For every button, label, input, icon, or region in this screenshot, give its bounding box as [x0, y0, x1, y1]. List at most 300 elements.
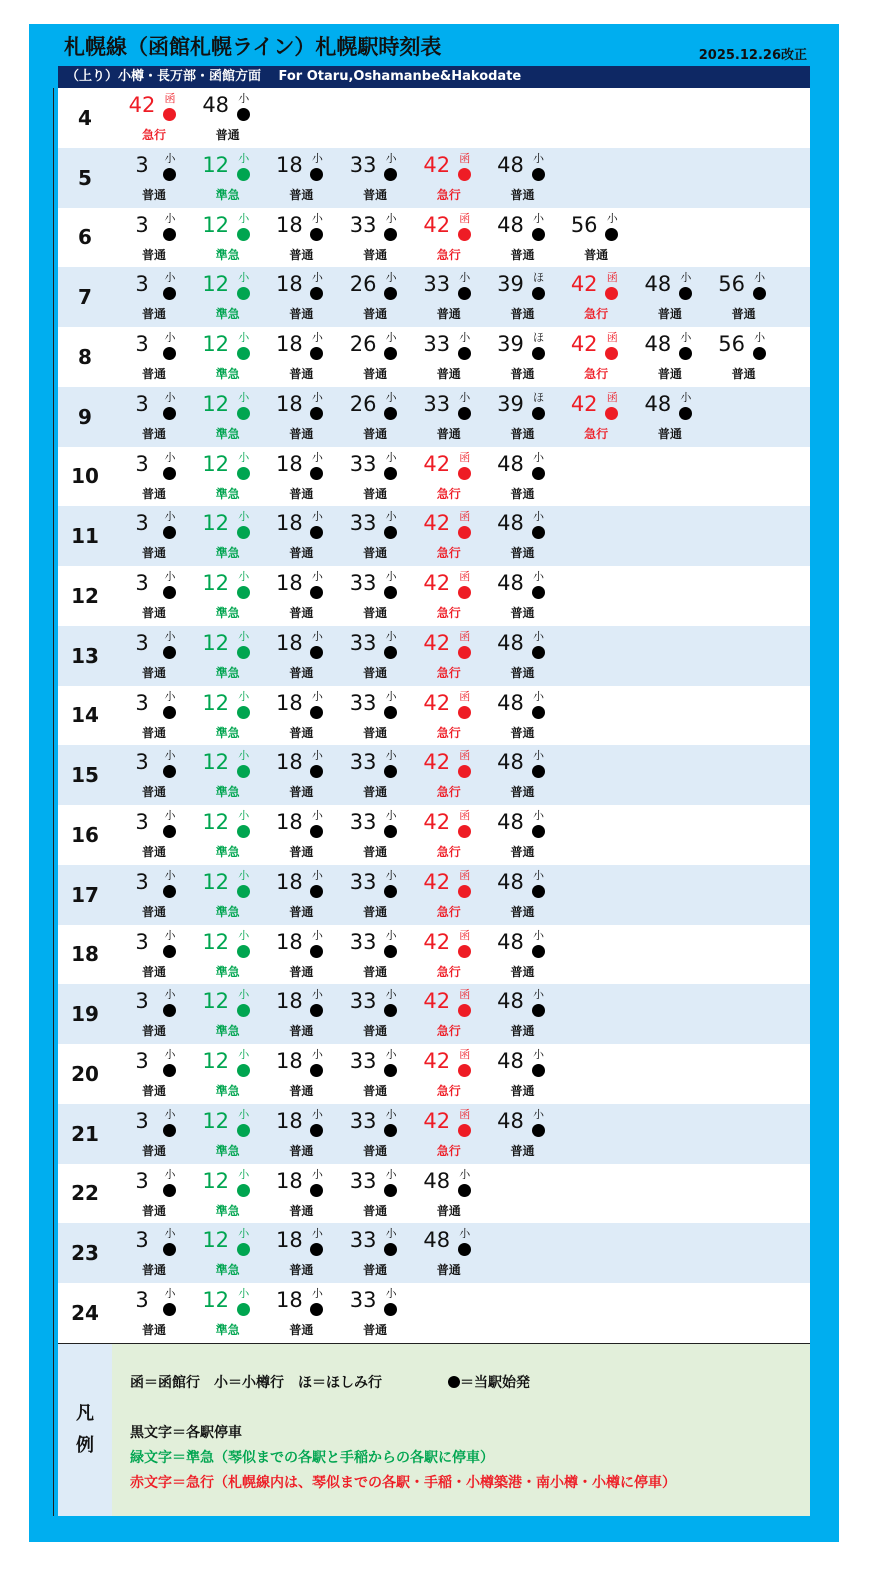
legend-local: 黒文字＝各駅停車	[130, 1425, 242, 1441]
departure	[413, 208, 487, 267]
departure-minute: 26	[349, 272, 377, 297]
train-type: 普通	[289, 187, 314, 202]
departure	[118, 208, 192, 267]
departure-minute: 48	[497, 869, 524, 894]
origin-dot-icon	[532, 646, 545, 659]
train-type: 普通	[510, 1024, 535, 1039]
departure-minute: 12	[202, 869, 230, 894]
destination-mark: 小	[311, 809, 323, 822]
hour-label: 11	[71, 524, 99, 549]
destination-mark: 小	[164, 1107, 176, 1121]
departure	[339, 566, 413, 625]
departure	[413, 1044, 487, 1103]
departure-minute: 18	[276, 929, 303, 954]
origin-dot-icon	[458, 885, 471, 898]
origin-dot-icon	[384, 945, 397, 958]
origin-dot-icon	[310, 347, 323, 360]
origin-dot-icon	[753, 347, 766, 360]
departure-minute: 48	[497, 750, 524, 775]
departure-minute: 18	[276, 1108, 303, 1133]
departure-minute: 33	[349, 1288, 377, 1312]
departure	[413, 865, 487, 924]
departure	[413, 447, 487, 506]
destination-mark: 小	[385, 629, 397, 643]
train-type: 準急	[215, 486, 240, 501]
departure-minute: 12	[202, 989, 230, 1014]
destination-mark: 小	[459, 331, 471, 344]
origin-dot-icon	[458, 228, 471, 241]
hour-label: 8	[78, 344, 92, 369]
train-type: 普通	[141, 1024, 166, 1039]
train-type: 準急	[215, 307, 240, 322]
destination-mark: 小	[385, 510, 397, 524]
destination-mark: 小	[164, 570, 176, 583]
origin-dot-icon	[532, 467, 545, 480]
destination-mark: 小	[311, 629, 323, 643]
destination-mark: 小	[311, 390, 323, 404]
train-type: 普通	[289, 307, 314, 322]
departure-minute: 26	[349, 391, 377, 416]
departure	[339, 745, 413, 804]
departure-minute: 12	[202, 451, 230, 476]
origin-dot-icon	[532, 706, 545, 719]
departure	[192, 925, 266, 984]
departure	[413, 148, 487, 207]
destination-mark: 小	[680, 271, 692, 285]
origin-dot-icon	[384, 347, 397, 360]
train-type: 普通	[363, 187, 388, 202]
origin-dot-icon	[532, 347, 545, 360]
destination-mark: 小	[238, 331, 250, 344]
destination-mark: 小	[164, 450, 176, 464]
origin-dot-icon	[310, 1243, 323, 1256]
origin-dot-icon	[237, 765, 250, 778]
train-type: 普通	[510, 367, 535, 381]
train-type: 普通	[289, 785, 314, 800]
departure-minute: 42	[423, 511, 451, 536]
destination-mark: 小	[385, 211, 397, 225]
departure-minute: 33	[349, 571, 377, 595]
train-type: 普通	[510, 725, 535, 740]
destination-mark: 小	[533, 928, 544, 942]
timetable	[58, 88, 810, 1344]
departure	[560, 208, 634, 267]
train-type: 普通	[731, 367, 756, 381]
departure	[413, 925, 487, 984]
departure	[265, 865, 339, 924]
departure	[118, 925, 192, 984]
destination-mark: 小	[238, 151, 250, 165]
train-type: 普通	[436, 1263, 461, 1278]
hour-row-9	[58, 387, 810, 447]
destination-mark: 小	[385, 988, 397, 1002]
origin-dot-icon	[163, 586, 176, 599]
destination-mark: 小	[238, 1167, 250, 1181]
departure-minute: 48	[497, 212, 524, 237]
origin-dot-icon	[310, 945, 323, 958]
departure	[118, 1104, 192, 1163]
departure	[265, 447, 339, 506]
train-type: 急行	[436, 785, 461, 800]
origin-dot-icon	[310, 706, 323, 719]
destination-mark: 小	[385, 689, 397, 703]
origin-dot-icon	[679, 407, 692, 420]
departure-minute: 3	[135, 1288, 149, 1312]
origin-dot-icon	[458, 586, 471, 599]
train-type: 普通	[510, 307, 535, 322]
departure	[339, 148, 413, 207]
destination-mark: 小	[238, 510, 250, 524]
train-type: 普通	[510, 964, 535, 979]
origin-dot-icon	[310, 765, 323, 778]
origin-dot-icon	[532, 407, 545, 420]
train-type: 普通	[363, 247, 388, 262]
train-type: 普通	[363, 1143, 388, 1158]
origin-dot-icon	[532, 945, 545, 958]
destination-mark: 小	[238, 1107, 250, 1121]
train-type: 普通	[215, 128, 240, 142]
train-type: 普通	[657, 307, 682, 322]
origin-dot-icon	[605, 287, 618, 300]
departure	[560, 267, 634, 326]
departure	[265, 267, 339, 326]
train-type: 普通	[363, 725, 388, 740]
departure-minute: 48	[202, 93, 230, 117]
origin-dot-icon	[163, 407, 176, 420]
train-type: 普通	[657, 426, 682, 441]
departure-minute: 18	[276, 630, 303, 655]
origin-dot-icon	[458, 1004, 471, 1017]
destination-mark: 小	[164, 331, 176, 344]
train-type: 準急	[215, 665, 240, 680]
hour-row-8	[58, 327, 810, 387]
departure-minute: 3	[135, 630, 149, 655]
hour-label: 18	[71, 942, 99, 967]
train-type: 普通	[363, 307, 388, 322]
hour-row-12	[58, 566, 810, 626]
departure	[192, 327, 266, 386]
destination-mark: 小	[311, 510, 323, 524]
departure-minute: 33	[349, 630, 377, 655]
train-type: 普通	[510, 486, 535, 501]
departure-minute: 33	[349, 929, 377, 954]
departure	[265, 1223, 339, 1282]
train-type: 準急	[215, 606, 240, 620]
departure-minute: 48	[423, 1228, 451, 1253]
destination-mark: 小	[238, 928, 250, 942]
hour-row-10	[58, 447, 810, 507]
destination-mark: 小	[385, 809, 397, 822]
departure-minute: 26	[349, 332, 377, 356]
train-type: 普通	[363, 426, 388, 441]
origin-dot-icon	[237, 1004, 250, 1017]
destination-mark: 函	[459, 1048, 471, 1061]
origin-dot-icon	[384, 825, 397, 838]
departure	[118, 387, 192, 446]
departure	[192, 267, 266, 326]
departure	[192, 447, 266, 506]
departure	[118, 447, 192, 506]
departure	[118, 1283, 192, 1342]
departure-minute: 3	[135, 332, 149, 356]
origin-dot-icon	[310, 1184, 323, 1197]
origin-dot-icon	[384, 1184, 397, 1197]
departure-minute: 42	[423, 810, 451, 834]
origin-dot-icon	[605, 407, 618, 420]
train-type: 普通	[436, 426, 461, 441]
origin-dot-icon	[237, 646, 250, 659]
origin-dot-icon	[532, 885, 545, 898]
origin-dot-icon	[532, 1064, 545, 1077]
departure-minute: 3	[135, 391, 149, 416]
destination-mark: 函	[459, 809, 471, 822]
departure-minute: 12	[202, 929, 230, 954]
departure-minute: 48	[497, 1049, 524, 1073]
departure	[118, 267, 192, 326]
hour-row-23	[58, 1223, 810, 1283]
hour-row-14	[58, 686, 810, 746]
departure	[413, 984, 487, 1043]
departure	[118, 1044, 192, 1103]
origin-dot-icon	[310, 1124, 323, 1137]
destination-mark: 小	[311, 331, 323, 344]
destination-mark: 小	[533, 809, 544, 822]
train-type: 普通	[289, 486, 314, 501]
origin-dot-icon	[458, 945, 471, 958]
origin-dot-icon	[532, 765, 545, 778]
departure-minute: 48	[644, 272, 672, 297]
train-type: 急行	[584, 367, 609, 381]
departure	[192, 566, 266, 625]
hour-label: 14	[71, 703, 99, 728]
train-type: 急行	[436, 187, 461, 202]
train-type: 普通	[289, 904, 314, 919]
departure-minute: 12	[202, 571, 230, 595]
train-type: 普通	[141, 606, 166, 620]
destination-mark: 函	[459, 749, 471, 763]
destination-mark: 小	[385, 749, 397, 763]
departure-minute: 33	[349, 1049, 377, 1073]
origin-dot-icon	[163, 1004, 176, 1017]
departure-minute: 18	[276, 152, 303, 177]
destination-mark: 函	[459, 151, 471, 165]
departure	[339, 506, 413, 565]
train-type: 準急	[215, 1323, 240, 1337]
hour-label: 7	[78, 285, 92, 310]
departure	[339, 984, 413, 1043]
departure	[487, 506, 561, 565]
destination-mark: 函	[459, 928, 471, 942]
departure	[265, 925, 339, 984]
origin-dot-icon	[237, 885, 250, 898]
departure	[413, 686, 487, 745]
train-type: 普通	[510, 665, 535, 680]
destination-mark: ほ	[533, 390, 544, 404]
departure	[487, 447, 561, 506]
origin-dot-icon	[310, 1004, 323, 1017]
departure-minute: 42	[423, 1049, 451, 1073]
destination-mark: 小	[238, 271, 250, 285]
destination-mark: 小	[385, 1227, 397, 1241]
hour-column-divider	[53, 88, 54, 1516]
departure	[413, 1223, 487, 1282]
destination-mark: 小	[385, 331, 397, 344]
train-type: 急行	[436, 665, 461, 680]
train-type: 急行	[436, 1024, 461, 1039]
departure-minute: 48	[423, 1168, 451, 1193]
origin-dot-icon	[163, 1303, 176, 1316]
train-type: 準急	[215, 247, 240, 262]
train-type: 普通	[141, 725, 166, 740]
train-type: 普通	[141, 665, 166, 680]
train-type: 準急	[215, 1143, 240, 1158]
departure-minute: 42	[128, 93, 156, 117]
train-type: 普通	[289, 426, 314, 441]
origin-dot-icon	[163, 287, 176, 300]
origin-dot-icon	[679, 287, 692, 300]
departure-minute: 12	[202, 1108, 230, 1133]
origin-dot-icon	[384, 765, 397, 778]
origin-dot-icon	[310, 168, 323, 181]
destination-mark: 小	[754, 331, 766, 344]
train-type: 普通	[584, 247, 609, 262]
departure	[192, 387, 266, 446]
departure-minute: 33	[349, 869, 377, 894]
destination-mark: 小	[311, 450, 323, 464]
train-type: 急行	[584, 426, 609, 441]
train-type: 普通	[141, 904, 166, 919]
destination-mark: 小	[533, 988, 544, 1002]
departure-minute: 48	[497, 451, 524, 476]
departure-minute: 33	[349, 810, 377, 834]
train-type: 普通	[141, 426, 166, 441]
train-type: 普通	[363, 486, 388, 501]
train-type: 急行	[436, 486, 461, 501]
destination-mark: 小	[680, 390, 692, 404]
departure-minute: 42	[570, 272, 598, 297]
destination-mark: 小	[533, 629, 544, 643]
train-type: 急行	[436, 1084, 461, 1098]
destination-mark: 函	[164, 92, 176, 105]
train-type: 普通	[289, 1203, 314, 1218]
origin-dot-icon	[384, 1004, 397, 1017]
destination-mark: 小	[680, 331, 692, 344]
destination-mark: 小	[238, 92, 250, 105]
destination-mark: 小	[311, 570, 323, 583]
departure	[339, 1164, 413, 1223]
departure	[487, 626, 561, 685]
destination-mark: 函	[459, 868, 471, 882]
origin-dot-icon	[458, 765, 471, 778]
destination-mark: 小	[164, 928, 176, 942]
train-type: 普通	[363, 964, 388, 979]
departure-minute: 12	[202, 391, 230, 416]
destination-mark: 小	[385, 928, 397, 942]
departure-minute: 18	[276, 869, 303, 894]
destination-mark: 小	[238, 1287, 250, 1300]
departure	[118, 506, 192, 565]
destination-mark: 小	[606, 211, 618, 225]
origin-dot-icon	[163, 467, 176, 480]
destination-mark: 小	[385, 570, 397, 583]
train-type: 普通	[363, 845, 388, 859]
departure-minute: 33	[349, 1228, 377, 1253]
train-type: 準急	[215, 546, 240, 561]
departure-minute: 42	[423, 1108, 451, 1133]
legend-origin	[448, 1372, 530, 1392]
train-type: 普通	[289, 247, 314, 262]
train-type: 普通	[436, 307, 461, 322]
departure	[413, 566, 487, 625]
train-type: 普通	[363, 785, 388, 800]
departure	[708, 327, 782, 386]
departure	[118, 1164, 192, 1223]
departure	[265, 805, 339, 864]
hour-row-11	[58, 506, 810, 566]
departure-minute: 48	[497, 989, 524, 1014]
hour-label: 23	[71, 1241, 99, 1266]
departure	[413, 626, 487, 685]
hour-row-5	[58, 148, 810, 208]
departure	[265, 1164, 339, 1223]
destination-mark: 小	[385, 271, 397, 285]
destination-mark: 小	[238, 809, 250, 822]
destination-mark: 小	[164, 689, 176, 703]
departure	[487, 686, 561, 745]
origin-dot-icon	[384, 646, 397, 659]
departure	[118, 626, 192, 685]
train-type: 普通	[141, 1263, 166, 1278]
departure	[265, 327, 339, 386]
departure-minute: 48	[497, 511, 524, 536]
departure-minute: 18	[276, 690, 303, 715]
origin-dot-icon	[237, 1124, 250, 1137]
origin-dot-icon	[163, 825, 176, 838]
origin-dot-icon	[458, 1064, 471, 1077]
train-type: 普通	[289, 367, 314, 381]
origin-dot-icon	[605, 347, 618, 360]
hour-row-20	[58, 1044, 810, 1104]
train-type: 準急	[215, 785, 240, 800]
origin-dot-icon	[384, 1064, 397, 1077]
departure	[192, 1283, 266, 1342]
departure	[339, 1223, 413, 1282]
hour-label: 4	[78, 105, 92, 130]
origin-dot-icon	[458, 287, 471, 300]
departure	[265, 148, 339, 207]
departure	[118, 148, 192, 207]
legend-label-bottom: 例	[76, 1435, 94, 1456]
departure	[339, 925, 413, 984]
departure-minute: 39	[497, 272, 524, 297]
train-type: 普通	[510, 187, 535, 202]
origin-dot-icon	[237, 347, 250, 360]
departure	[192, 1223, 266, 1282]
origin-dot-icon	[310, 586, 323, 599]
origin-dot-icon	[384, 706, 397, 719]
destination-mark: 小	[238, 211, 250, 225]
departure-minute: 42	[570, 332, 598, 356]
hour-label: 19	[71, 1002, 99, 1027]
train-type: 準急	[215, 845, 240, 859]
train-type: 普通	[731, 307, 756, 322]
hour-label: 20	[71, 1061, 99, 1086]
origin-dot-icon	[237, 467, 250, 480]
departure-minute: 33	[349, 1168, 377, 1193]
departure-minute: 18	[276, 750, 303, 775]
departure	[413, 267, 487, 326]
departure-minute: 3	[135, 511, 149, 536]
